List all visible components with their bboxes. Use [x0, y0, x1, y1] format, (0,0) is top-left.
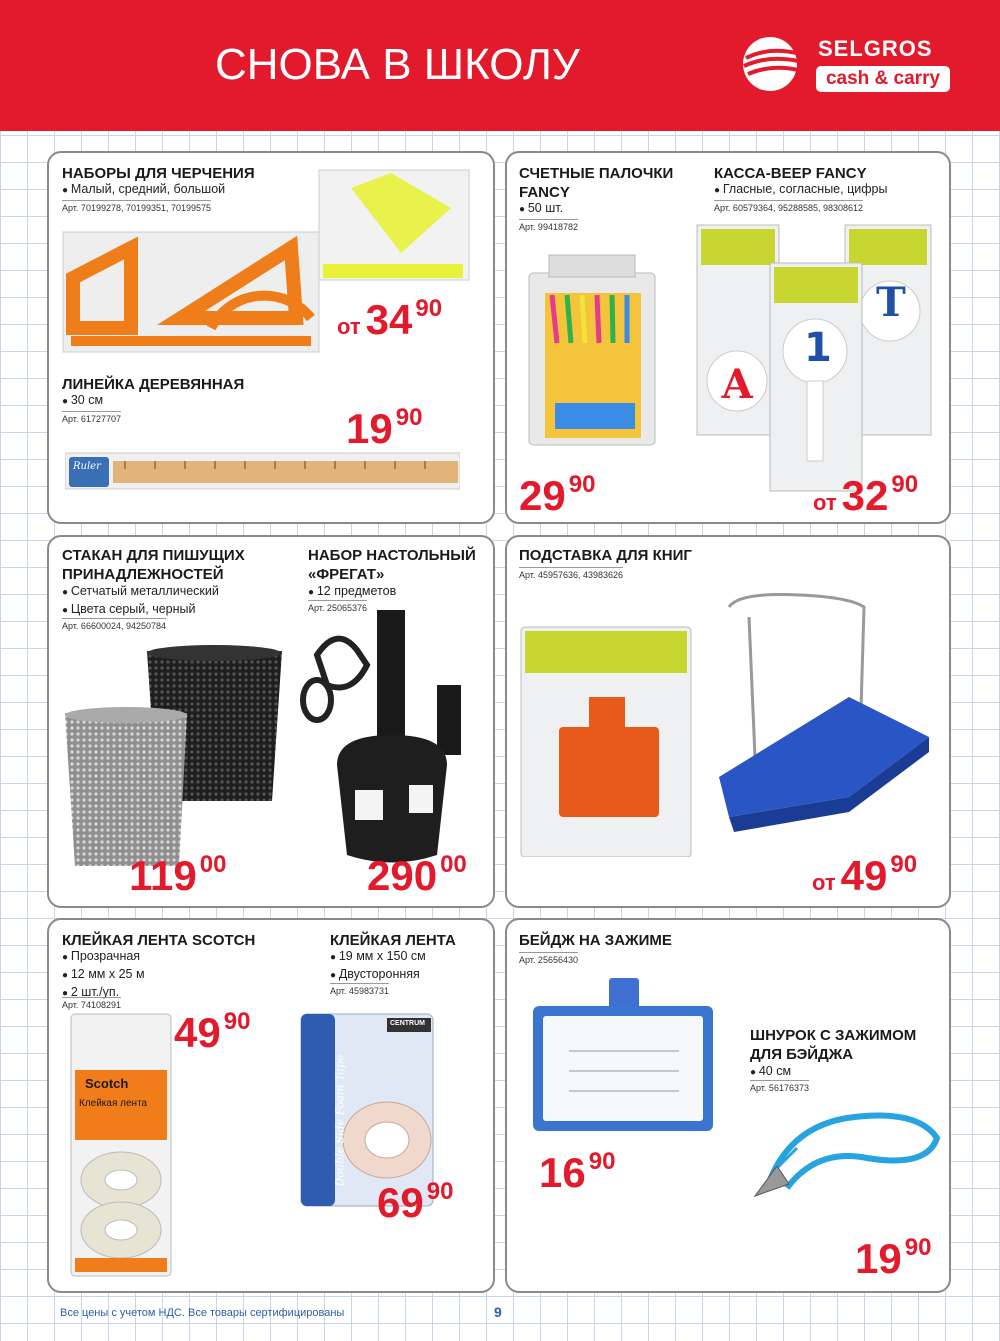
price-cents: 90	[891, 471, 919, 498]
price-cents: 90	[904, 1234, 932, 1261]
product-art: Арт. 70199278, 70199351, 70199575	[62, 200, 211, 213]
page-title: СНОВА В ШКОЛУ	[215, 40, 580, 89]
price-cents: 90	[426, 1178, 454, 1205]
fan-letter-t: Т	[876, 279, 906, 326]
tape-text-label: Double Side Foam Tape	[333, 1054, 347, 1187]
price-cents: 00	[440, 851, 467, 878]
bullet: ● 40 см	[750, 1063, 791, 1081]
bullet: ● Малый, средний, большой	[62, 181, 225, 199]
price-cents: 90	[415, 295, 443, 322]
product-title: КЛЕЙКАЯ ЛЕНТА SCOTCH	[62, 932, 256, 949]
price-main: 49	[174, 1009, 221, 1056]
product-price	[367, 851, 467, 899]
product-title: НАБОР НАСТОЛЬНЫЙ «ФРЕГАТ»	[308, 547, 476, 583]
bullet: ● Цвета серый, черный	[62, 601, 219, 619]
product-price	[337, 295, 443, 343]
price-prefix: от	[813, 490, 837, 515]
scotch-tape-image	[67, 1010, 177, 1280]
price-main: 49	[840, 852, 888, 899]
price-cents: 90	[223, 1008, 251, 1035]
product-price	[812, 851, 918, 899]
price-cents: 00	[199, 851, 227, 878]
brand-name: SELGROS	[818, 36, 933, 61]
book-stand-image	[519, 587, 939, 857]
panel-book-stand	[505, 535, 951, 908]
price-main: 119	[129, 852, 197, 899]
price-cents: 90	[395, 404, 423, 431]
price-main: 19	[346, 405, 393, 452]
bullet: ● 30 см	[62, 392, 103, 410]
selgros-logo	[740, 34, 952, 96]
price-prefix: от	[337, 314, 361, 339]
product-art: Арт. 25656430	[519, 952, 578, 965]
panel-counting	[505, 151, 951, 524]
price-cents: 90	[568, 471, 596, 498]
fan-letter-a: А	[721, 361, 754, 408]
product-title: КЛЕЙКАЯ ЛЕНТА	[330, 932, 456, 949]
bullet: ● 12 мм x 25 м	[62, 966, 145, 984]
price-cents: 90	[890, 851, 918, 878]
selgros-logo-icon	[740, 36, 806, 92]
desk-set-image	[297, 605, 487, 875]
price-main: 34	[365, 296, 413, 343]
price-main: 29	[519, 472, 566, 519]
bullet: ● Гласные, согласные, цифры	[714, 181, 887, 199]
counting-sticks-image	[527, 253, 657, 448]
product-price	[129, 851, 227, 899]
product-bullets	[750, 1063, 791, 1081]
product-price	[377, 1178, 454, 1226]
bullet: ● 12 предметов	[308, 583, 396, 601]
bullet: ● Прозрачная	[62, 948, 145, 966]
panel-drawing-sets	[47, 151, 495, 524]
product-bullets	[330, 948, 426, 984]
page-number: 9	[494, 1304, 502, 1320]
bullet: ● 50 шт.	[519, 200, 563, 218]
fan-digit-1: 1	[804, 325, 832, 371]
product-art: Арт. 45983731	[330, 983, 389, 996]
product-price	[174, 1008, 251, 1056]
badge-holder-image	[529, 976, 719, 1136]
product-title: КАССА-ВЕЕР FANCY	[714, 165, 867, 182]
product-price	[346, 404, 423, 452]
product-bullets	[714, 181, 887, 199]
panel-desk	[47, 535, 495, 908]
product-title: БЕЙДЖ НА ЗАЖИМЕ	[519, 932, 672, 949]
price-prefix: от	[812, 870, 836, 895]
product-title: ЛИНЕЙКА ДЕРЕВЯННАЯ	[62, 376, 245, 393]
price-main: 290	[367, 852, 438, 899]
panel-badge	[505, 918, 951, 1293]
scotch-brand-label: Scotch	[85, 1076, 129, 1091]
product-price	[539, 1148, 616, 1196]
product-price	[813, 471, 919, 519]
product-title: ПОДСТАВКА ДЛЯ КНИГ	[519, 547, 692, 564]
wooden-ruler-image	[65, 451, 460, 493]
product-art: Арт. 45957636, 43983626	[519, 567, 623, 580]
product-bullets	[62, 948, 145, 1002]
product-title: ШНУРОК С ЗАЖИМОМ ДЛЯ БЭЙДЖА	[750, 1027, 917, 1063]
product-bullets	[62, 583, 219, 619]
product-title: СЧЕТНЫЕ ПАЛОЧКИ FANCY	[519, 165, 674, 201]
product-price	[519, 471, 596, 519]
product-bullets	[62, 392, 103, 410]
product-bullets	[519, 200, 563, 218]
product-art: Арт. 56176373	[750, 1080, 809, 1093]
price-cents: 90	[588, 1148, 616, 1175]
product-art: Арт. 25065376	[308, 600, 367, 613]
pen-cups-image	[57, 641, 287, 871]
lanyard-image	[747, 1088, 947, 1208]
bullet: ● Двусторонняя	[330, 966, 426, 984]
panel-tapes	[47, 918, 495, 1293]
product-art: Арт. 99418782	[519, 219, 578, 232]
product-title: СТАКАН ДЛЯ ПИШУЩИХ ПРИНАДЛЕЖНОСТЕЙ	[62, 547, 245, 583]
product-title: НАБОРЫ ДЛЯ ЧЕРЧЕНИЯ	[62, 165, 255, 182]
product-bullets	[308, 583, 396, 601]
bullet: ● Сетчатый металлический	[62, 583, 219, 601]
brand-tagline: cash & carry	[816, 66, 950, 92]
product-art: Арт. 61727707	[62, 411, 121, 424]
product-art: Арт. 74108291	[62, 997, 121, 1010]
price-main: 69	[377, 1179, 424, 1226]
footer-note: Все цены с учетом НДС. Все товары сертифицированы	[60, 1307, 345, 1319]
product-art: Арт. 66600024, 94250784	[62, 618, 166, 631]
product-art: Арт. 60579364, 95288585, 98308612	[714, 200, 863, 213]
tape-brand-label: CENTRUM	[390, 1020, 425, 1027]
product-price	[855, 1234, 932, 1282]
price-main: 19	[855, 1235, 902, 1282]
ruler-brand-label: Ruler	[73, 461, 101, 472]
bullet: ● 2 шт./уп.	[62, 984, 145, 1002]
page-header	[0, 0, 1000, 131]
bullet: ● 19 мм x 150 см	[330, 948, 426, 966]
scotch-text-label: Клейкая лента	[79, 1098, 148, 1109]
price-main: 16	[539, 1149, 586, 1196]
price-main: 32	[841, 472, 889, 519]
